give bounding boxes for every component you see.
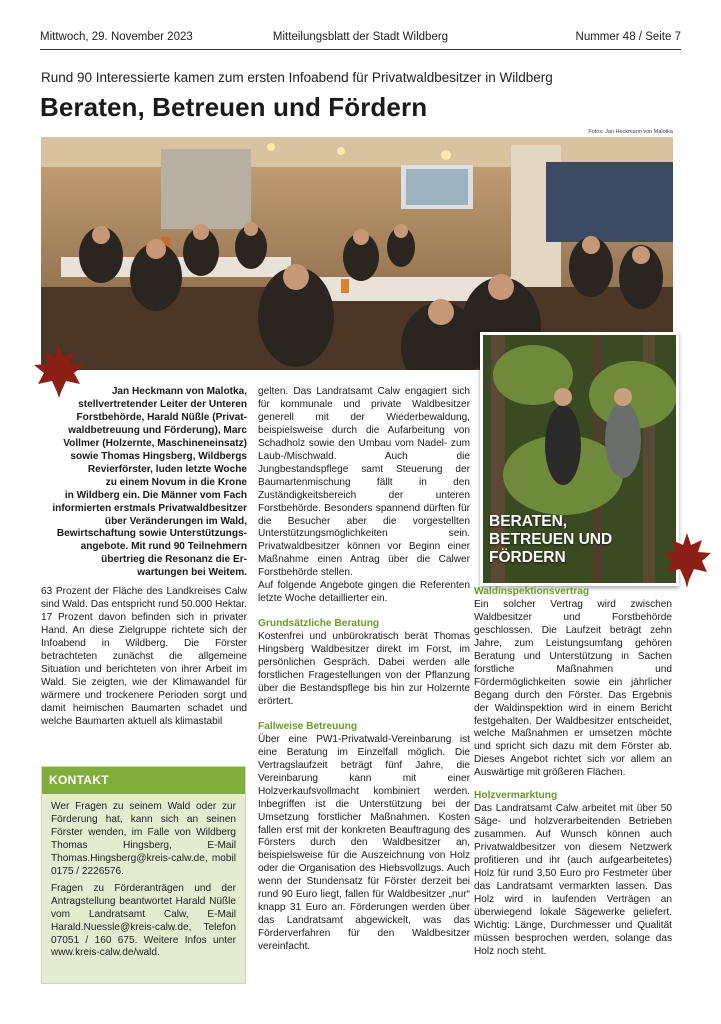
body-paragraph: Das Landratsamt Calw arbeitet mit über 50 Säge- und holzverarbeitenden Betrieben zusammen. Auf Wunsch können auch Privatwaldbesitzer von diesem Netzwerk profitieren und ihr (auch aufgearbeitetes) Holz für rund 3,50 Euro pro Festmeter über das Landratsamt vermarkten lassen. Das Holz wird in laufenden Verträgen an überwiegend lokale Sägewerke geliefert. Wichtig: Länge, Durchmesser und Qualität müssen besprochen werden, solange das Holz noch steht.: [474, 803, 672, 957]
kontakt-paragraph: Fragen zu Förderanträgen und der Antragstellung beantwortet Harald Nüßle vom Landratsamt Calw, E-Mail Harald.Nuessle@kreis-calw.de, Telefon 07051 / 160 675. Weitere Infos unter www.kreis-calw.de/wald.: [51, 882, 236, 959]
kontakt-body: [42, 794, 245, 960]
lead-line: stellvertretender Leiter der Unteren: [78, 398, 247, 410]
forest-photo: [480, 332, 679, 586]
lead-line: sowie Thomas Hingsberg, Wildbergs: [70, 450, 247, 462]
maple-leaf-icon: [660, 530, 714, 590]
article-headline: Beraten, Betreuen und Fördern: [40, 92, 428, 122]
lead-line: angebote. Mit rund 90 Teilnehmern: [80, 541, 247, 553]
page-header: [40, 31, 681, 49]
subheading-inspektion: Waldinspektionsvertrag: [474, 586, 590, 597]
header-divider: [40, 49, 681, 50]
subheading-holzvermarktung: Holzvermarktung: [474, 790, 558, 802]
lead-line: Vollmer (Holzernte, Maschineneinsatz): [63, 437, 247, 449]
subheading-beratung: Grundsätzliche Beratung: [258, 618, 380, 630]
body-paragraph: gelten. Das Landratsamt Calw engagiert sich für kommunale und private Waldbesitzer generell mit der Wiederbewaldung, beispielsweise durch die Aufarbeitung von Schadholz sowie den Umbau vom Nadel- zum Laub-/Mischwald. Auch die Jungbestandspflege samt Steuerung der Baumartenmischung fällt in den Zuständigkeitsbereich der unteren Forstbehörde. Besonders spannend dürften für die Besucher aber die vorgestellten Unterstützungsmöglichkeiten sein. Privatwaldbesitzer können vor Beginn einer Maßnahme einen Antrag über die Calwer Forstbehörde stellen.: [258, 386, 470, 579]
body-paragraph: Über eine PW1-Privatwald-Vereinbarung ist eine Beratung im Einzelfall möglich. Die Vertragslaufzeit beträgt fünf Jahre, die Vereinbarung kann mit einer Holzverkaufsvollmacht kombiniert werden. Inbegriffen ist die Unterstützung bei der Umsetzung forstlicher Maßnahmen. Kosten fallen erst mit der konkreten Beauftragung des Försters durch den Waldbesitzer an, beispielsweise für die Auszeichnung von Holz oder die Organisation des Hiebsvollzugs. Auch wenn der Stundensatz für Förster derzeit bei rund 90 Euro liegt, fallen für Waldbesitzer „nur“ knapp 31 Euro an. Förderungen werden über das Landratsamt abgewickelt, was das Förderverfahren für den Waldbesitzer vereinfacht.: [258, 733, 470, 953]
lead-line: waldbetreuung und Förderung), Marc: [68, 424, 247, 436]
badge-line: BETREUEN UND: [489, 531, 613, 548]
kontakt-paragraph: Wer Fragen zu seinem Wald oder zur Förderung hat, kann sich an seinen Förster wenden, im Falle von Wildberg Thomas Hingsberg, E-Mail Thomas.Hingsberg@kreis-calw.de, mobil 0175 / 2226576.: [51, 801, 236, 877]
subheading-betreuung: Fallweise Betreuung: [258, 720, 358, 732]
lead-line: Forstbehörde, Harald Nüßle (Privat-: [76, 411, 247, 423]
lead-line: Jan Heckmann von Malotka,: [111, 386, 247, 397]
issue-date: Mittwoch, 29. November 2023: [40, 31, 193, 43]
kontakt-title: KONTAKT: [42, 767, 245, 794]
body-paragraph: Ein solcher Vertrag wird zwischen Waldbesitzer und Forstbehörde geschlossen. Die Laufzeit beträgt zehn Jahre, zum Leistungsumfang gehören Beratung und Unterstützung in Sachen forstliche Maßnahmen und Fördermöglichkeiten sowie ein jährlicher Begang durch den Förster. Das Ergebnis der Waldinspektion wird in einem Bericht festgehalten. Der Waldbesitzer entscheidet, welche Maßnahmen er umsetzen möchte und spricht sich dazu mit dem Förster ab. Dieses Angebot richtet sich vor allem an Auswärtige mit größeren Flächen.: [474, 598, 672, 779]
kontakt-box: [41, 766, 246, 984]
lead-line: wartungen bei Weitem.: [137, 567, 247, 579]
column-2: [258, 386, 470, 954]
lead-line: Bewirtschaftung sowie Unterstützungs-: [56, 528, 247, 540]
lead-line: in Wildberg ein. Die Männer vom Fach: [64, 489, 247, 501]
lead-line: zu einem Novum in die Krone: [105, 476, 247, 488]
lead-line: über Veränderungen im Wald,: [104, 515, 247, 527]
article-kicker: Rund 90 Interessierte kamen zum ersten Infoabend für Privatwaldbesitzer in Wildberg: [41, 70, 553, 85]
body-paragraph: Kostenfrei und unbürokratisch berät Thomas Hingsberg Waldbesitzer direkt im Forst, im persönlichen Gespräch. Dabei werden alle forstlichen Fragestellungen von der Pflanzung über die Bestandspflege bis hin zur Holzernte erörtert.: [258, 631, 470, 707]
photo-credit: Fotos: Jan Heckmann von Malotka: [588, 129, 673, 135]
lead-line: informierten erstmals Privatwaldbesitzer: [52, 502, 247, 514]
publication-title: Mitteilungsblatt der Stadt Wildberg: [272, 31, 449, 43]
badge-line: FÖRDERN: [489, 549, 566, 566]
body-paragraph: 63 Prozent der Fläche des Landkreises Calw sind Wald. Das entspricht rund 50.000 Hektar. 17 Prozent davon befinden sich in privater Hand. An diese Zielgruppe richtete sich der Infoabend in Wildberg. Die Förster betrachteten zunächst die allgemeine Situation und berichteten von ihrer Arbeit im Wald. Sie zeigten, wie der Klimawandel für wärmere und trockenere Perioden sorgt und damit heimischen Baumarten schadet und welche Baumarten aktuell als klimastabil: [41, 586, 247, 727]
column-1: [41, 386, 247, 729]
lead-line: übertrieg die Resonanz die Er-: [101, 554, 247, 566]
lead-paragraph: [41, 386, 247, 580]
issue-number: Nummer 48 / Seite 7: [575, 31, 681, 43]
body-paragraph: Auf folgende Angebote gingen die Referenten letzte Woche detaillierter ein.: [258, 580, 470, 605]
photo-badge: [489, 513, 612, 567]
column-3: [474, 586, 672, 959]
lead-line: Revierförster, luden letzte Woche: [87, 463, 247, 475]
badge-line: BERATEN,: [489, 513, 568, 530]
